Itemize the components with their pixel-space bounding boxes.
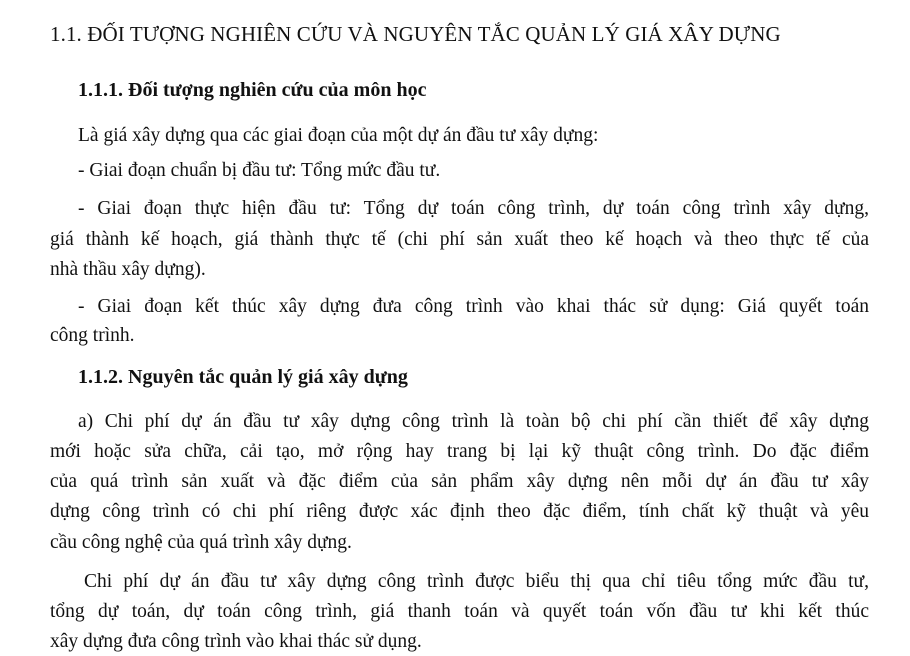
- paragraph-a-line-1: a) Chi phí dự án đầu tư xây dựng công trình là toàn bộ chi phí cần thiết để xây dựng: [78, 411, 869, 432]
- paragraph-b-line-1: Chi phí dự án đầu tư xây dựng công trình được biểu thị qua chỉ tiêu tổng mức đầu tư,: [84, 571, 869, 592]
- paragraph-a-line-5: cầu công nghệ của quá trình xây dựng.: [50, 532, 352, 553]
- intro-paragraph: Là giá xây dựng qua các giai đoạn của một dự án đầu tư xây dựng:: [78, 125, 599, 146]
- bullet-completion-line-1: - Giai đoạn kết thúc xây dựng đưa công trình vào khai thác sử dụng: Giá quyết toán: [78, 296, 869, 317]
- bullet-implementation-line-2: giá thành kế hoạch, giá thành thực tế (chi phí sản xuất theo kế hoạch và theo thực tế của: [50, 229, 869, 250]
- paragraph-b-line-2: tổng dự toán, dự toán công trình, giá thanh toán và quyết toán vốn đầu tư khi kết thúc: [50, 601, 869, 622]
- bullet-completion-line-2: công trình.: [50, 325, 135, 346]
- paragraph-a-line-2: mới hoặc sửa chữa, cải tạo, mở rộng hay trang bị lại kỹ thuật công trình. Do đặc điểm: [50, 441, 869, 462]
- bullet-implementation-line-3: nhà thầu xây dựng).: [50, 259, 206, 280]
- bullet-implementation-line-1: - Giai đoạn thực hiện đầu tư: Tổng dự toán công trình, dự toán công trình xây dựng,: [78, 198, 869, 219]
- paragraph-a-line-3: của quá trình sản xuất và đặc điểm của sản phẩm xây dựng nên mỗi dự án đầu tư xây: [50, 471, 869, 492]
- subsection-heading-2: 1.1.2. Nguyên tắc quản lý giá xây dựng: [78, 366, 408, 388]
- bullet-preparation-stage: - Giai đoạn chuẩn bị đầu tư: Tổng mức đầu tư.: [78, 160, 441, 181]
- paragraph-a-line-4: dựng công trình có chi phí riêng được xác định theo đặc điểm, tính chất kỹ thuật và yêu: [50, 501, 869, 522]
- subsection-heading-1: 1.1.1. Đối tượng nghiên cứu của môn học: [78, 79, 427, 101]
- section-title: 1.1. ĐỐI TƯỢNG NGHIÊN CỨU VÀ NGUYÊN TẮC QUẢN LÝ GIÁ XÂY DỰNG: [50, 22, 781, 46]
- paragraph-b-line-3: xây dựng đưa công trình vào khai thác sử dụng.: [50, 631, 422, 652]
